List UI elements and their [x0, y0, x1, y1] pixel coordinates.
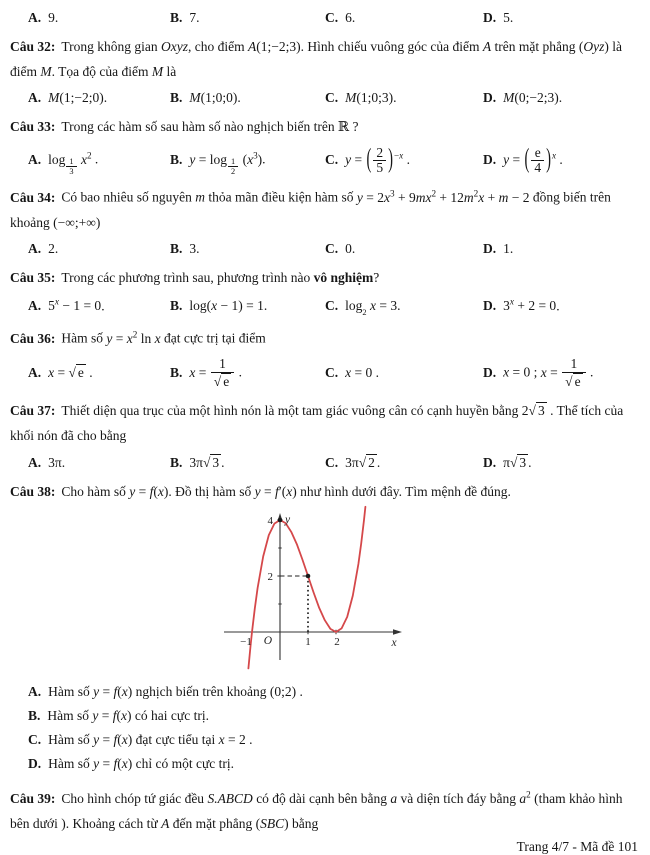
option-letter: B. [170, 241, 183, 257]
options-list-38 [10, 676, 640, 780]
option-letter: C. [325, 455, 339, 471]
option-letter: A. [28, 151, 42, 167]
option-text: y = log $_{\frac{1}{2}}$ $(x^3)$. [189, 150, 266, 177]
option-letter: A. [28, 298, 42, 314]
option-text: $\log_2 x = 3$. [345, 298, 401, 318]
option-d [483, 146, 640, 176]
option-text: π√ 3 . [503, 455, 532, 471]
question-text-36: Hàm số $y = x^2$ ln x đạt cực trị tại điểm [61, 329, 266, 346]
option-letter: B. [28, 707, 41, 723]
option-d [483, 10, 640, 26]
question-header-34 [10, 185, 640, 235]
option-letter: A. [28, 364, 42, 380]
option-text: y = ( $\frac{e}{4}$ )$^x$ . [503, 144, 563, 176]
option-c [28, 732, 640, 748]
option-letter: D. [483, 90, 497, 106]
option-b [170, 454, 325, 471]
option-text: x = $\frac{1}{√ e}$ . [189, 356, 242, 389]
option-c [325, 10, 483, 26]
option-text: 9. [48, 10, 59, 25]
option-letter: A. [28, 10, 42, 25]
question-header-39 [10, 787, 640, 837]
option-text: 1. [503, 241, 514, 257]
option-letter: C. [325, 241, 339, 257]
question-header-32 [10, 35, 640, 84]
question-text-39: Cho hình chóp tứ giác đều S.ABCD có độ dài cạnh bên bằng a và diện tích đáy bằng $a^2$ (tham khảo hình bên dưới ). Khoảng cách từ A đến mặt phẳng (SBC) bằng [10, 789, 623, 831]
option-letter: A. [28, 90, 42, 106]
option-a [28, 455, 170, 471]
option-text: 3π. [48, 455, 66, 471]
option-text: Hàm số y = f(x) đạt cực tiểu tại x = 2 . [48, 731, 253, 747]
option-letter: C. [325, 151, 339, 167]
question-number-37: Câu 37: [10, 403, 56, 419]
option-text: M(1;0;3). [345, 90, 397, 106]
option-letter: C. [325, 90, 339, 106]
option-c [325, 241, 483, 257]
option-letter: B. [170, 151, 183, 167]
x-tick-label-1: 1 [305, 635, 311, 648]
option-letter: A. [28, 455, 42, 471]
option-letter: B. [170, 10, 183, 25]
option-letter: C. [28, 731, 42, 747]
options-row-33 [10, 146, 640, 177]
option-d [483, 297, 640, 315]
question-header-36 [10, 326, 640, 351]
option-a [28, 297, 170, 315]
option-text: Hàm số y = f(x) có hai cực trị. [47, 707, 209, 723]
option-text: M(1;0;0). [189, 90, 241, 106]
option-text: Hàm số y = f(x) chỉ có một cực trị. [48, 755, 235, 771]
question-header-37 [10, 399, 640, 448]
option-text: $3^x + 2 = 0$. [503, 296, 560, 314]
option-letter: C. [325, 10, 339, 25]
option-text: 5. [503, 10, 514, 25]
option-c [325, 454, 483, 471]
option-b [170, 298, 325, 314]
option-d [483, 357, 640, 390]
option-text: log $_{\frac{1}{3}}$ $x^2$ . [48, 150, 99, 177]
option-letter: B. [170, 298, 183, 314]
option-d [28, 756, 640, 772]
option-b [170, 90, 325, 106]
option-b [28, 708, 640, 724]
option-a [28, 684, 640, 700]
option-c [325, 298, 483, 317]
origin-label: O [263, 634, 272, 647]
x-axis-arrow [393, 629, 402, 635]
option-letter: D. [28, 755, 42, 771]
option-a [28, 90, 170, 106]
option-letter: D. [483, 298, 497, 314]
option-text: $5^x - 1 = 0$. [48, 296, 105, 314]
options-row-36 [10, 357, 640, 390]
question-number-39: Câu 39: [10, 791, 56, 807]
option-b [170, 357, 325, 390]
point-marker-1 [306, 574, 311, 579]
y-axis-label: y [285, 513, 291, 526]
question-number-35: Câu 35: [10, 270, 56, 286]
option-letter: A. [28, 241, 42, 257]
question-text-35: Trong các phương trình sau, phương trình nào vô nghiệm? [61, 270, 380, 286]
option-c [325, 365, 483, 381]
fprime-graph-figure [180, 510, 640, 672]
question-header-38 [10, 480, 640, 505]
option-a [28, 150, 170, 176]
option-text: 3π√ 2 . [345, 455, 381, 471]
option-letter: D. [483, 364, 497, 380]
page-footer: Trang 4/7 - Mã đề 101 [516, 838, 638, 854]
options-row-35 [10, 297, 640, 318]
option-text: 2. [48, 241, 59, 257]
options-row-34 [10, 241, 640, 257]
x-tick-label-2: 2 [334, 635, 340, 648]
option-text: 0. [345, 241, 356, 257]
option-a [28, 364, 170, 381]
options-row-37 [10, 454, 640, 471]
options-row-previous-question [10, 10, 640, 26]
option-letter: D. [483, 10, 497, 25]
option-b [170, 10, 325, 26]
option-text: M(0;−2;3). [503, 90, 563, 106]
option-text: x = √ e . [48, 364, 93, 380]
question-header-35 [10, 266, 640, 291]
option-text: y = ( $\frac{2}{5}$ )$^{-x}$ . [345, 144, 410, 176]
option-letter: C. [325, 364, 339, 380]
x-tick-label-neg1: −1 [240, 635, 252, 648]
option-c [325, 90, 483, 106]
question-number-34: Câu 34: [10, 189, 56, 205]
option-text: 3. [189, 241, 200, 257]
option-d [483, 241, 640, 257]
y-tick-label-2: 2 [267, 570, 273, 583]
option-b [170, 150, 325, 176]
point-marker-0 [278, 518, 283, 523]
question-number-33: Câu 33: [10, 119, 56, 135]
option-d [483, 454, 640, 471]
option-letter: D. [483, 241, 497, 257]
fprime-graph [180, 510, 460, 668]
option-letter: C. [325, 298, 339, 314]
option-letter: D. [483, 151, 497, 167]
option-text: 3π√ 3 . [189, 455, 225, 471]
option-letter: B. [170, 90, 183, 106]
y-tick-label-4: 4 [267, 514, 273, 527]
option-text: M(1;−2;0). [48, 90, 108, 106]
question-number-32: Câu 32: [10, 39, 56, 54]
option-letter: A. [28, 683, 42, 699]
question-number-36: Câu 36: [10, 330, 56, 346]
option-letter: B. [170, 364, 183, 380]
question-text-33: Trong các hàm số sau hàm số nào nghịch biến trên ℝ ? [61, 119, 359, 135]
question-header-33 [10, 115, 640, 140]
option-text: x = 0 ; x = $\frac{1}{√ e}$ . [503, 356, 594, 389]
option-letter: B. [170, 455, 183, 471]
option-text: Hàm số y = f(x) nghịch biến trên khoảng (0;2) . [48, 683, 303, 699]
options-row-32 [10, 90, 640, 106]
question-number-38: Câu 38: [10, 484, 56, 500]
option-a [28, 10, 170, 26]
option-text: x = 0 . [345, 364, 379, 380]
option-text: 6. [345, 10, 356, 25]
question-text-32: Trong không gian Oxyz, cho điểm A(1;−2;3). Hình chiếu vuông góc của điểm A trên mặt phẳng (Oyz) là điểm M. Tọa độ của điểm M là [10, 39, 622, 79]
option-a [28, 241, 170, 257]
option-b [170, 241, 325, 257]
option-text: 7. [189, 10, 200, 25]
question-text-34: Có bao nhiêu số nguyên m thỏa mãn điều kiện hàm số $y = 2x^3 + 9mx^2 + 12m^2x + m - 2$ đồng biến trên khoảng (−∞;+∞) [10, 188, 611, 230]
question-text-38: Cho hàm số y = f(x). Đồ thị hàm số y = f′(x) như hình dưới đây. Tìm mệnh đề đúng. [61, 484, 511, 500]
option-c [325, 146, 483, 176]
option-d [483, 90, 640, 106]
option-letter: D. [483, 455, 497, 471]
x-axis-label: x [391, 636, 397, 649]
question-text-37: Thiết diện qua trục của một hình nón là một tam giác vuông cân có cạnh huyền bằng 2√ 3 . Thể tích của khối nón đã cho bằng [10, 403, 624, 443]
option-text: log(x − 1) = 1. [189, 298, 268, 314]
